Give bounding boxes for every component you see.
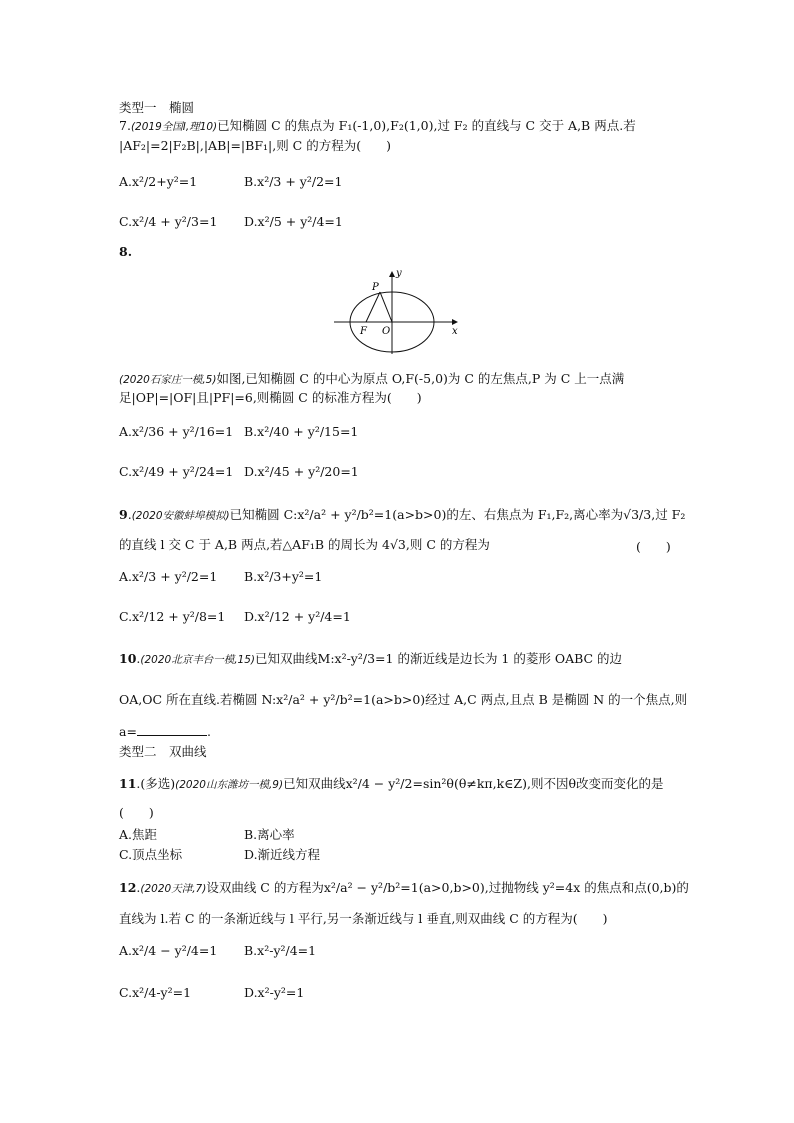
q11-line1: 11.(多选)(2020山东潍坊一模,9)已知双曲线x²/4 − y²/2=sin²θ(θ≠kπ,k∈Z),则不因θ改变而变化的是 (119, 776, 664, 791)
q8-source: (2020石家庄一模,5) (119, 374, 217, 386)
q12-option-b[interactable]: B.x²-y²/4=1 (244, 943, 317, 958)
q8-line1 (119, 371, 624, 388)
q8-option-a[interactable]: A.x²/36 + y²/16=1 (119, 424, 234, 439)
x-axis-arrow (452, 319, 458, 325)
q9-option-b[interactable]: B.x²/3+y²=1 (244, 569, 323, 584)
q12-option-c[interactable]: C.x²/4-y²=1 (119, 985, 192, 1000)
segment-pf (366, 292, 380, 322)
q7-number: 7 (119, 118, 127, 133)
q10-line3: a= . (119, 724, 211, 739)
ellipse-figure (330, 262, 470, 358)
q12-option-a[interactable]: A.x²/4 − y²/4=1 (119, 943, 218, 958)
q8-text1: 如图,已知椭圆 C 的中心为原点 O,F(-5,0)为 C 的左焦点,P 为 C 上一点满 (216, 371, 625, 386)
q11-option-c[interactable]: C.顶点坐标 (119, 847, 183, 862)
q11-number: 11 (119, 776, 137, 791)
q11-option-a[interactable]: A.焦距 (119, 827, 158, 842)
q11-text1: 已知双曲线x²/4 − y²/2=sin²θ(θ≠kπ,k∈Z),则不因θ改变而变化的是 (283, 776, 664, 791)
segment-po (380, 292, 392, 322)
q8-option-b[interactable]: B.x²/40 + y²/15=1 (244, 424, 359, 439)
q11-option-d[interactable]: D.渐近线方程 (244, 847, 321, 862)
label-p: P (372, 282, 379, 293)
q9-source: (2020安徽蚌埠模拟) (131, 510, 230, 522)
q9-line1: 9.(2020安徽蚌埠模拟)已知椭圆 C:x²/a² + y²/b²=1(a>b>0)的左、右焦点为 F₁,F₂,离心率为√3/3,过 F₂ (119, 507, 686, 522)
q10-answer-blank[interactable] (137, 723, 207, 736)
q11-source: (2020山东潍坊一模,9) (175, 779, 284, 791)
q8-option-c[interactable]: C.x²/49 + y²/24=1 (119, 464, 234, 479)
q7-line2: |AF₂|=2|F₂B|,|AB|=|BF₁|,则 C 的方程为( ) (119, 138, 391, 153)
section-heading-ellipse: 类型一 椭圆 (119, 100, 195, 115)
q7-option-b[interactable]: B.x²/3 + y²/2=1 (244, 174, 343, 189)
q12-line2: 直线为 l.若 C 的一条渐近线与 l 平行,另一条渐近线与 l 垂直,则双曲线 C 的方程为( ) (119, 911, 608, 926)
q9-option-a[interactable]: A.x²/3 + y²/2=1 (119, 569, 218, 584)
q7-option-d[interactable]: D.x²/5 + y²/4=1 (244, 214, 343, 229)
q12-number: 12 (119, 880, 137, 895)
q12-line1: 12.(2020天津,7)设双曲线 C 的方程为x²/a² − y²/b²=1(a>0,b>0),过抛物线 y²=4x 的焦点和点(0,b)的 (119, 880, 689, 895)
q9-number: 9 (119, 507, 128, 522)
q8-number: 8 (119, 244, 128, 259)
q8-number-line: 8. (119, 244, 133, 259)
q12-source: (2020天津,7) (140, 883, 207, 895)
q10-answer-prefix: a= (119, 724, 137, 739)
q10-number: 10 (119, 651, 137, 666)
section-heading-hyperbola: 类型二 双曲线 (119, 744, 207, 759)
q11-line2: ( ) (119, 805, 154, 820)
label-f: F (360, 326, 367, 337)
q7-line1: 7.(2019全国Ⅰ,理10)已知椭圆 C 的焦点为 F₁(-1,0),F₂(1,0),过 F₂ 的直线与 C 交于 A,B 两点.若 (119, 118, 636, 133)
q12-option-d[interactable]: D.x²-y²=1 (244, 985, 305, 1000)
label-y: y (396, 268, 402, 279)
q8-line2: 足|OP|=|OF|且|PF|=6,则椭圆 C 的标准方程为( ) (119, 390, 422, 405)
q9-option-d[interactable]: D.x²/12 + y²/4=1 (244, 609, 351, 624)
q10-line2: OA,OC 所在直线.若椭圆 N:x²/a² + y²/b²=1(a>b>0)经过 A,C 两点,且点 B 是椭圆 N 的一个焦点,则 (119, 692, 688, 707)
q7-source: (2019全国Ⅰ,理10) (130, 121, 218, 133)
q10-source: (2020北京丰台一模,15) (140, 654, 256, 666)
q7-text1: 已知椭圆 C 的焦点为 F₁(-1,0),F₂(1,0),过 F₂ 的直线与 C 交于 A,B 两点.若 (217, 118, 636, 133)
q11-option-b[interactable]: B.离心率 (244, 827, 295, 842)
q7-option-a[interactable]: A.x²/2+y²=1 (119, 174, 198, 189)
label-x: x (452, 326, 458, 337)
q9-option-c[interactable]: C.x²/12 + y²/8=1 (119, 609, 226, 624)
q10-line1: 10.(2020北京丰台一模,15)已知双曲线M:x²-y²/3=1 的渐近线是边长为 1 的菱形 OABC 的边 (119, 651, 623, 666)
q9-answer-paren: ( ) (636, 539, 671, 554)
q8-option-d[interactable]: D.x²/45 + y²/20=1 (244, 464, 359, 479)
q7-option-c[interactable]: C.x²/4 + y²/3=1 (119, 214, 218, 229)
label-o: O (382, 326, 391, 337)
q12-text1: 设双曲线 C 的方程为x²/a² − y²/b²=1(a>0,b>0),过抛物线 y²=4x 的焦点和点(0,b)的 (206, 880, 689, 895)
q9-line2: 的直线 l 交 C 于 A,B 两点,若△AF₁B 的周长为 4√3,则 C 的方程为 (119, 537, 490, 552)
q9-text1: 已知椭圆 C:x²/a² + y²/b²=1(a>b>0)的左、右焦点为 F₁,F₂,离心率为√3/3,过 F₂ (229, 507, 686, 522)
y-axis-arrow (389, 271, 395, 277)
q10-text1: 已知双曲线M:x²-y²/3=1 的渐近线是边长为 1 的菱形 OABC 的边 (255, 651, 623, 666)
q11-tag: (多选) (140, 776, 176, 791)
